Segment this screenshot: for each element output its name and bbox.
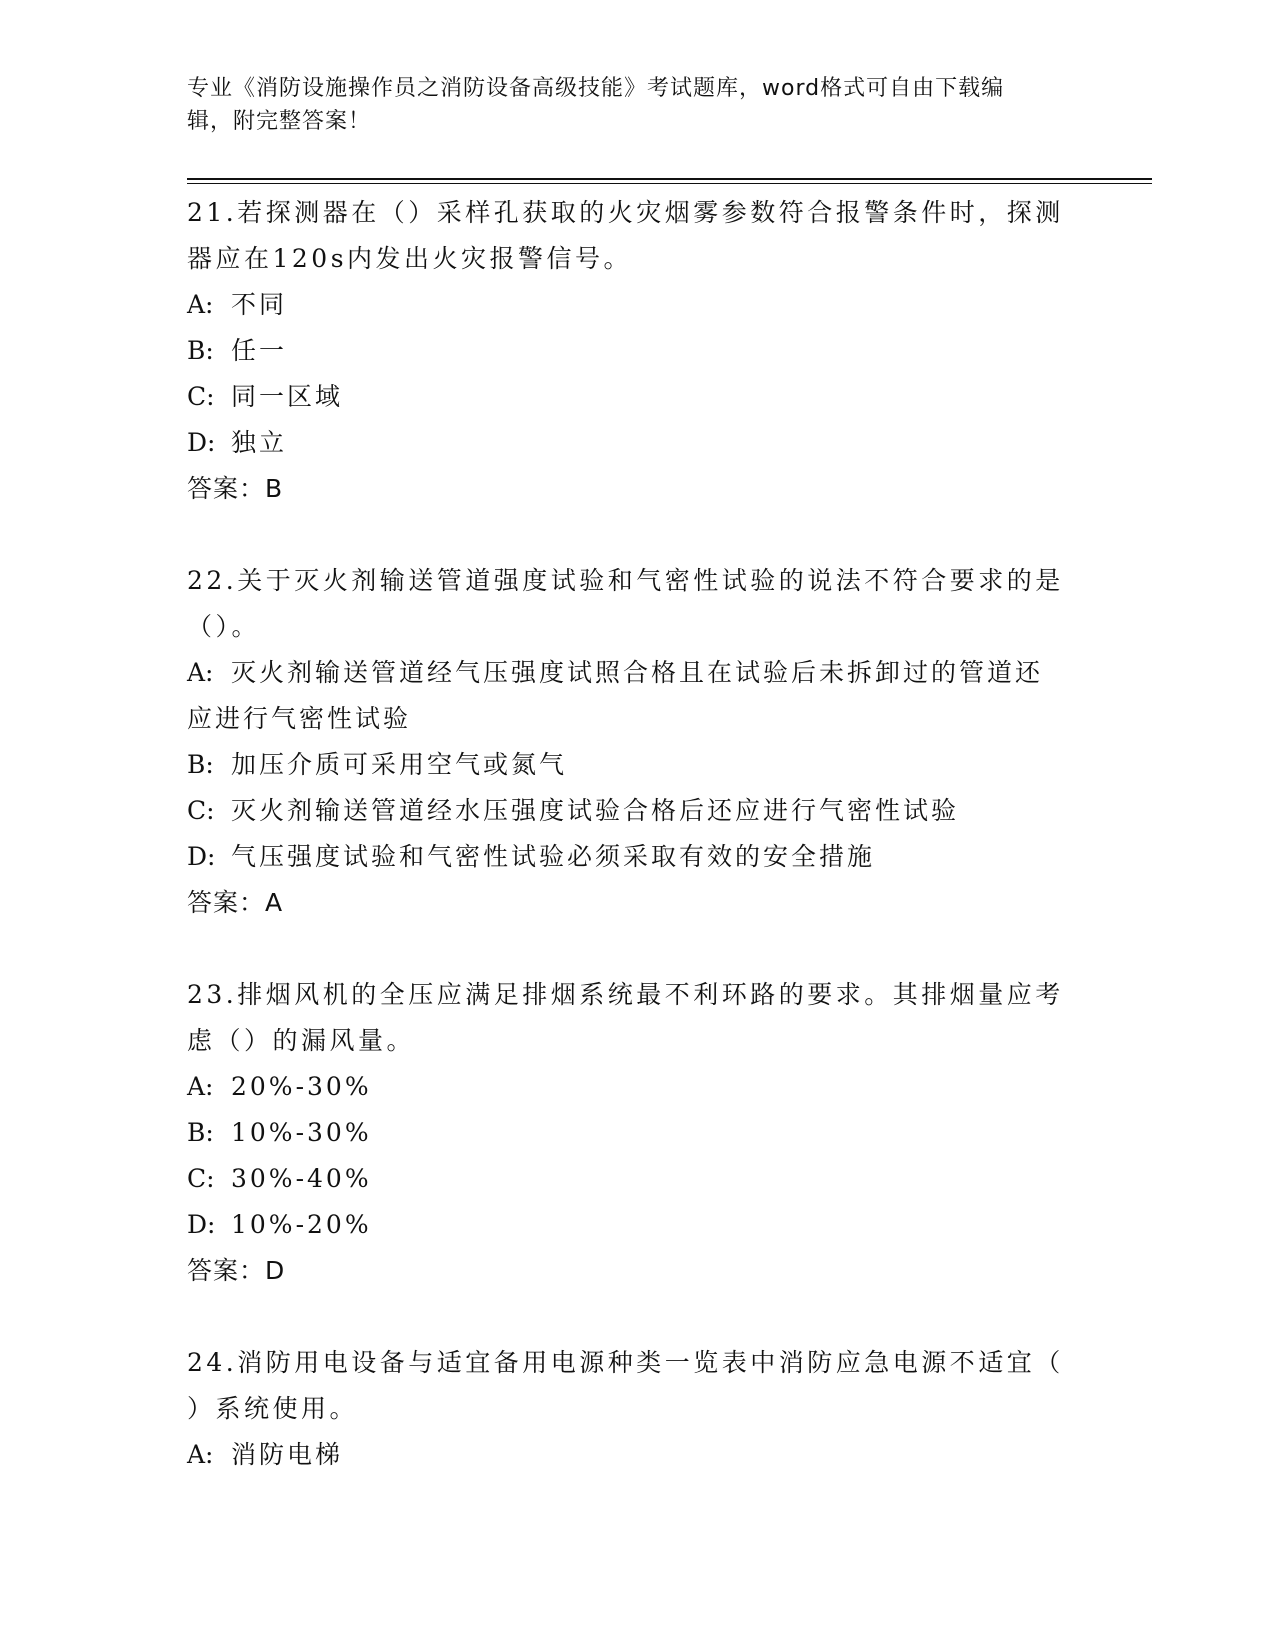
option-text: 不同 (231, 290, 288, 319)
option-letter: B: (187, 1118, 214, 1147)
option-d (187, 834, 1087, 880)
option-letter: A: (187, 1072, 214, 1101)
answer-label: 答案：D (187, 1256, 286, 1285)
question-list (187, 190, 1087, 1524)
question-21 (187, 190, 1087, 512)
answer-label: 答案：B (187, 474, 284, 503)
option-letter: C: (187, 796, 215, 825)
option-b (187, 742, 1087, 788)
option-letter: C: (187, 382, 215, 411)
header-line-1: 专业《消防设施操作员之消防设备高级技能》考试题库，word格式可自由下载编 (187, 76, 1005, 101)
option-b (187, 1110, 1087, 1156)
question-stem-line-2: 虑（）的漏风量。 (187, 1026, 416, 1055)
option-text: 消防电梯 (231, 1440, 344, 1469)
option-c (187, 374, 1087, 420)
option-d (187, 1202, 1087, 1248)
question-23 (187, 972, 1087, 1294)
option-letter: A: (187, 1440, 214, 1469)
question-stem (187, 190, 1087, 282)
option-text-continuation: 应进行气密性试验 (187, 704, 412, 733)
option-d (187, 420, 1087, 466)
option-text: 灭火剂输送管道经气压强度试照合格且在试验后未拆卸过的管道还 (231, 658, 1044, 687)
option-text: 加压介质可采用空气或氮气 (231, 750, 568, 779)
option-a (187, 1064, 1087, 1110)
header-line-2: 辑，附完整答案！ (187, 109, 372, 134)
option-text: 30%-40% (231, 1164, 372, 1193)
option-a (187, 282, 1087, 328)
option-text: 10%-30% (231, 1118, 372, 1147)
option-letter: A: (187, 658, 214, 687)
question-stem (187, 972, 1087, 1064)
question-stem-line-2: 器应在120s内发出火灾报警信号。 (187, 244, 633, 273)
option-text: 灭火剂输送管道经水压强度试验合格后还应进行气密性试验 (231, 796, 960, 825)
option-text: 任一 (231, 336, 288, 365)
option-letter: D: (187, 1210, 216, 1239)
document-header (187, 72, 1067, 138)
option-letter: A: (187, 290, 214, 319)
option-text: 气压强度试验和气密性试验必须采取有效的安全措施 (231, 842, 876, 871)
option-text: 独立 (231, 428, 288, 457)
question-stem (187, 1340, 1087, 1432)
option-letter: D: (187, 428, 216, 457)
option-c (187, 788, 1087, 834)
option-letter: D: (187, 842, 216, 871)
option-a (187, 650, 1087, 742)
option-c (187, 1156, 1087, 1202)
option-text: 20%-30% (231, 1072, 372, 1101)
option-letter: B: (187, 750, 214, 779)
option-letter: C: (187, 1164, 215, 1193)
question-stem-line-2: （）。 (187, 612, 261, 641)
option-text: 同一区域 (231, 382, 344, 411)
answer-label: 答案：A (187, 888, 284, 917)
question-24 (187, 1340, 1087, 1478)
question-stem-line-1: 21.若探测器在（）采样孔获取的火灾烟雾参数符合报警条件时，探测 (187, 198, 1064, 227)
question-stem-line-1: 22.关于灭火剂输送管道强度试验和气密性试验的说法不符合要求的是 (187, 566, 1064, 595)
option-b (187, 328, 1087, 374)
option-letter: B: (187, 336, 214, 365)
header-rule-thin (187, 183, 1152, 184)
question-stem (187, 558, 1087, 650)
question-stem-line-1: 23.排烟风机的全压应满足排烟系统最不利环路的要求。其排烟量应考 (187, 980, 1064, 1009)
question-stem-line-1: 24.消防用电设备与适宜备用电源种类一览表中消防应急电源不适宜（ (187, 1348, 1064, 1377)
header-rule-thick (187, 178, 1152, 180)
question-22 (187, 558, 1087, 926)
option-a (187, 1432, 1087, 1478)
option-text: 10%-20% (231, 1210, 372, 1239)
question-stem-line-2: ）系统使用。 (187, 1394, 359, 1423)
